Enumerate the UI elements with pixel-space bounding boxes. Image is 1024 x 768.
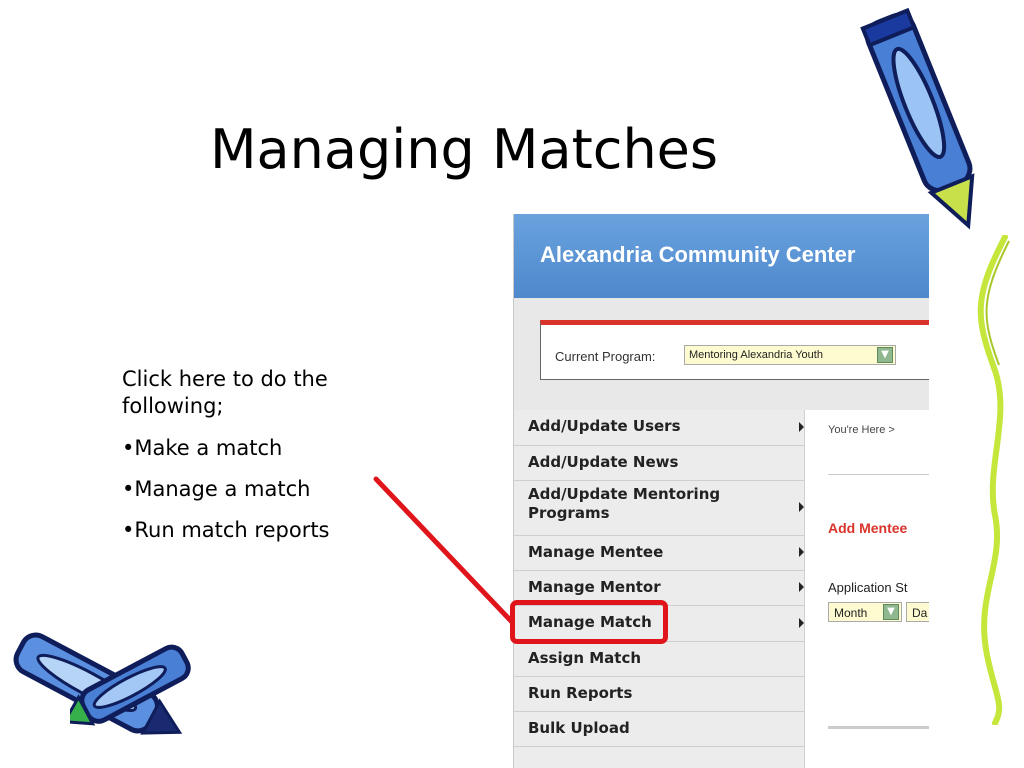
sidebar-item-label: Run Reports — [528, 684, 633, 702]
notes-bullet: •Make a match — [122, 435, 283, 460]
sidebar-item-label: Manage Mentee — [528, 543, 664, 561]
notes-intro: Click here to do the following; — [122, 367, 328, 419]
sidebar-item-label: Add/Update Users — [528, 417, 681, 435]
chevron-down-icon[interactable]: ▼ — [883, 604, 899, 620]
notes-bullet: •Manage a match — [122, 476, 311, 501]
day-select-value: Da — [912, 606, 928, 620]
application-status-label: Application St — [828, 580, 908, 595]
sidebar-item-label: Assign Match — [528, 649, 642, 667]
add-mentee-heading: Add Mentee — [828, 520, 908, 536]
sidebar-item-label: Manage Mentor — [528, 578, 661, 596]
crayon-icon — [70, 615, 210, 755]
slide-title: Managing Matches — [209, 118, 719, 181]
crayon-icon — [860, 0, 1000, 245]
sidebar-item-label: Manage Match — [528, 613, 652, 631]
sidebar-item-label: Bulk Upload — [528, 719, 630, 737]
month-select-value: Month — [834, 606, 868, 620]
program-label: Current Program: — [555, 349, 656, 364]
sidebar-item-label: Add/Update Mentoring Programs — [528, 485, 721, 522]
org-name: Alexandria Community Center — [540, 242, 856, 267]
breadcrumb: You're Here > — [828, 424, 895, 436]
notes-bullet: •Run match reports — [122, 518, 330, 543]
squiggle-line-icon — [965, 235, 1024, 725]
chevron-down-icon[interactable]: ▼ — [877, 347, 893, 363]
sidebar-item-label: Add/Update News — [528, 453, 679, 471]
program-select-value: Mentoring Alexandria Youth — [689, 349, 823, 361]
